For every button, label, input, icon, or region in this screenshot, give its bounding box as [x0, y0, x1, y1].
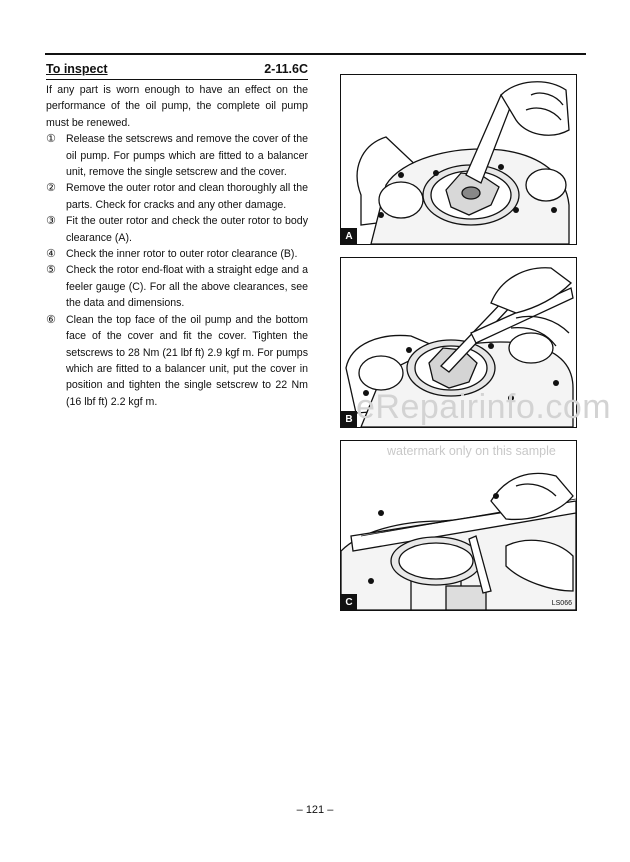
step-number: ⑥: [46, 313, 56, 326]
section-number: 2-11.6C: [264, 62, 308, 76]
step-text: Check the inner rotor to outer rotor clearance (B).: [66, 248, 298, 261]
step-number: ②: [46, 182, 56, 195]
figure-label: A: [341, 228, 357, 244]
step-1: [46, 131, 308, 180]
step-number: ③: [46, 215, 56, 228]
step-6: [46, 312, 308, 410]
figure-c: [340, 440, 577, 611]
step-5: [46, 262, 308, 311]
step-text: Fit the outer rotor and check the outer rotor to body clearance (A).: [66, 215, 308, 244]
intro-paragraph: If any part is worn enough to have an effect on the performance of the oil pump, the complete oil pump must be renewed.: [46, 84, 308, 129]
section-header: [46, 62, 308, 76]
step-3: [46, 213, 308, 246]
step-text: Release the setscrews and remove the cover of the oil pump. For pumps which are fitted to a balancer unit, remove the single setscrew and the cover.: [66, 133, 308, 179]
step-2: [46, 180, 308, 213]
header-underline: [46, 79, 308, 80]
step-number: ⑤: [46, 264, 56, 277]
step-text: Clean the top face of the oil pump and the bottom face of the cover and fit the cover. Tighten the setscrews to 28 Nm (21 lbf ft) 2.9 kgf m. For pumps which are fitted to a balancer unit, put the cover in position and tighten the single setscrew to 22 Nm (16 lbf ft) 2.2 kgf m.: [66, 313, 308, 408]
step-number: ④: [46, 248, 56, 261]
oil-pump-end-float-illustration: [341, 441, 576, 610]
step-4: [46, 246, 308, 262]
page-number: – 121 –: [296, 804, 334, 816]
figure-code: LS066: [551, 600, 572, 607]
watermark-subtext: watermark only on this sample: [387, 444, 556, 458]
figure-a: [340, 74, 577, 245]
instructions-column: [46, 82, 308, 410]
top-rule: [45, 53, 586, 55]
watermark: eRepairinfo.com: [356, 388, 612, 426]
step-number: ①: [46, 133, 56, 146]
figure-label: C: [341, 594, 357, 610]
section-title: To inspect: [46, 62, 108, 76]
oil-pump-outer-rotor-clearance-illustration: [341, 75, 576, 244]
step-text: Remove the outer rotor and clean thoroughly all the parts. Check for cracks and any other damage.: [66, 182, 308, 211]
figure-label: B: [341, 411, 357, 427]
step-text: Check the rotor end-float with a straight edge and a feeler gauge (C). For all the above clearances, see the data and dimensions.: [66, 264, 308, 310]
